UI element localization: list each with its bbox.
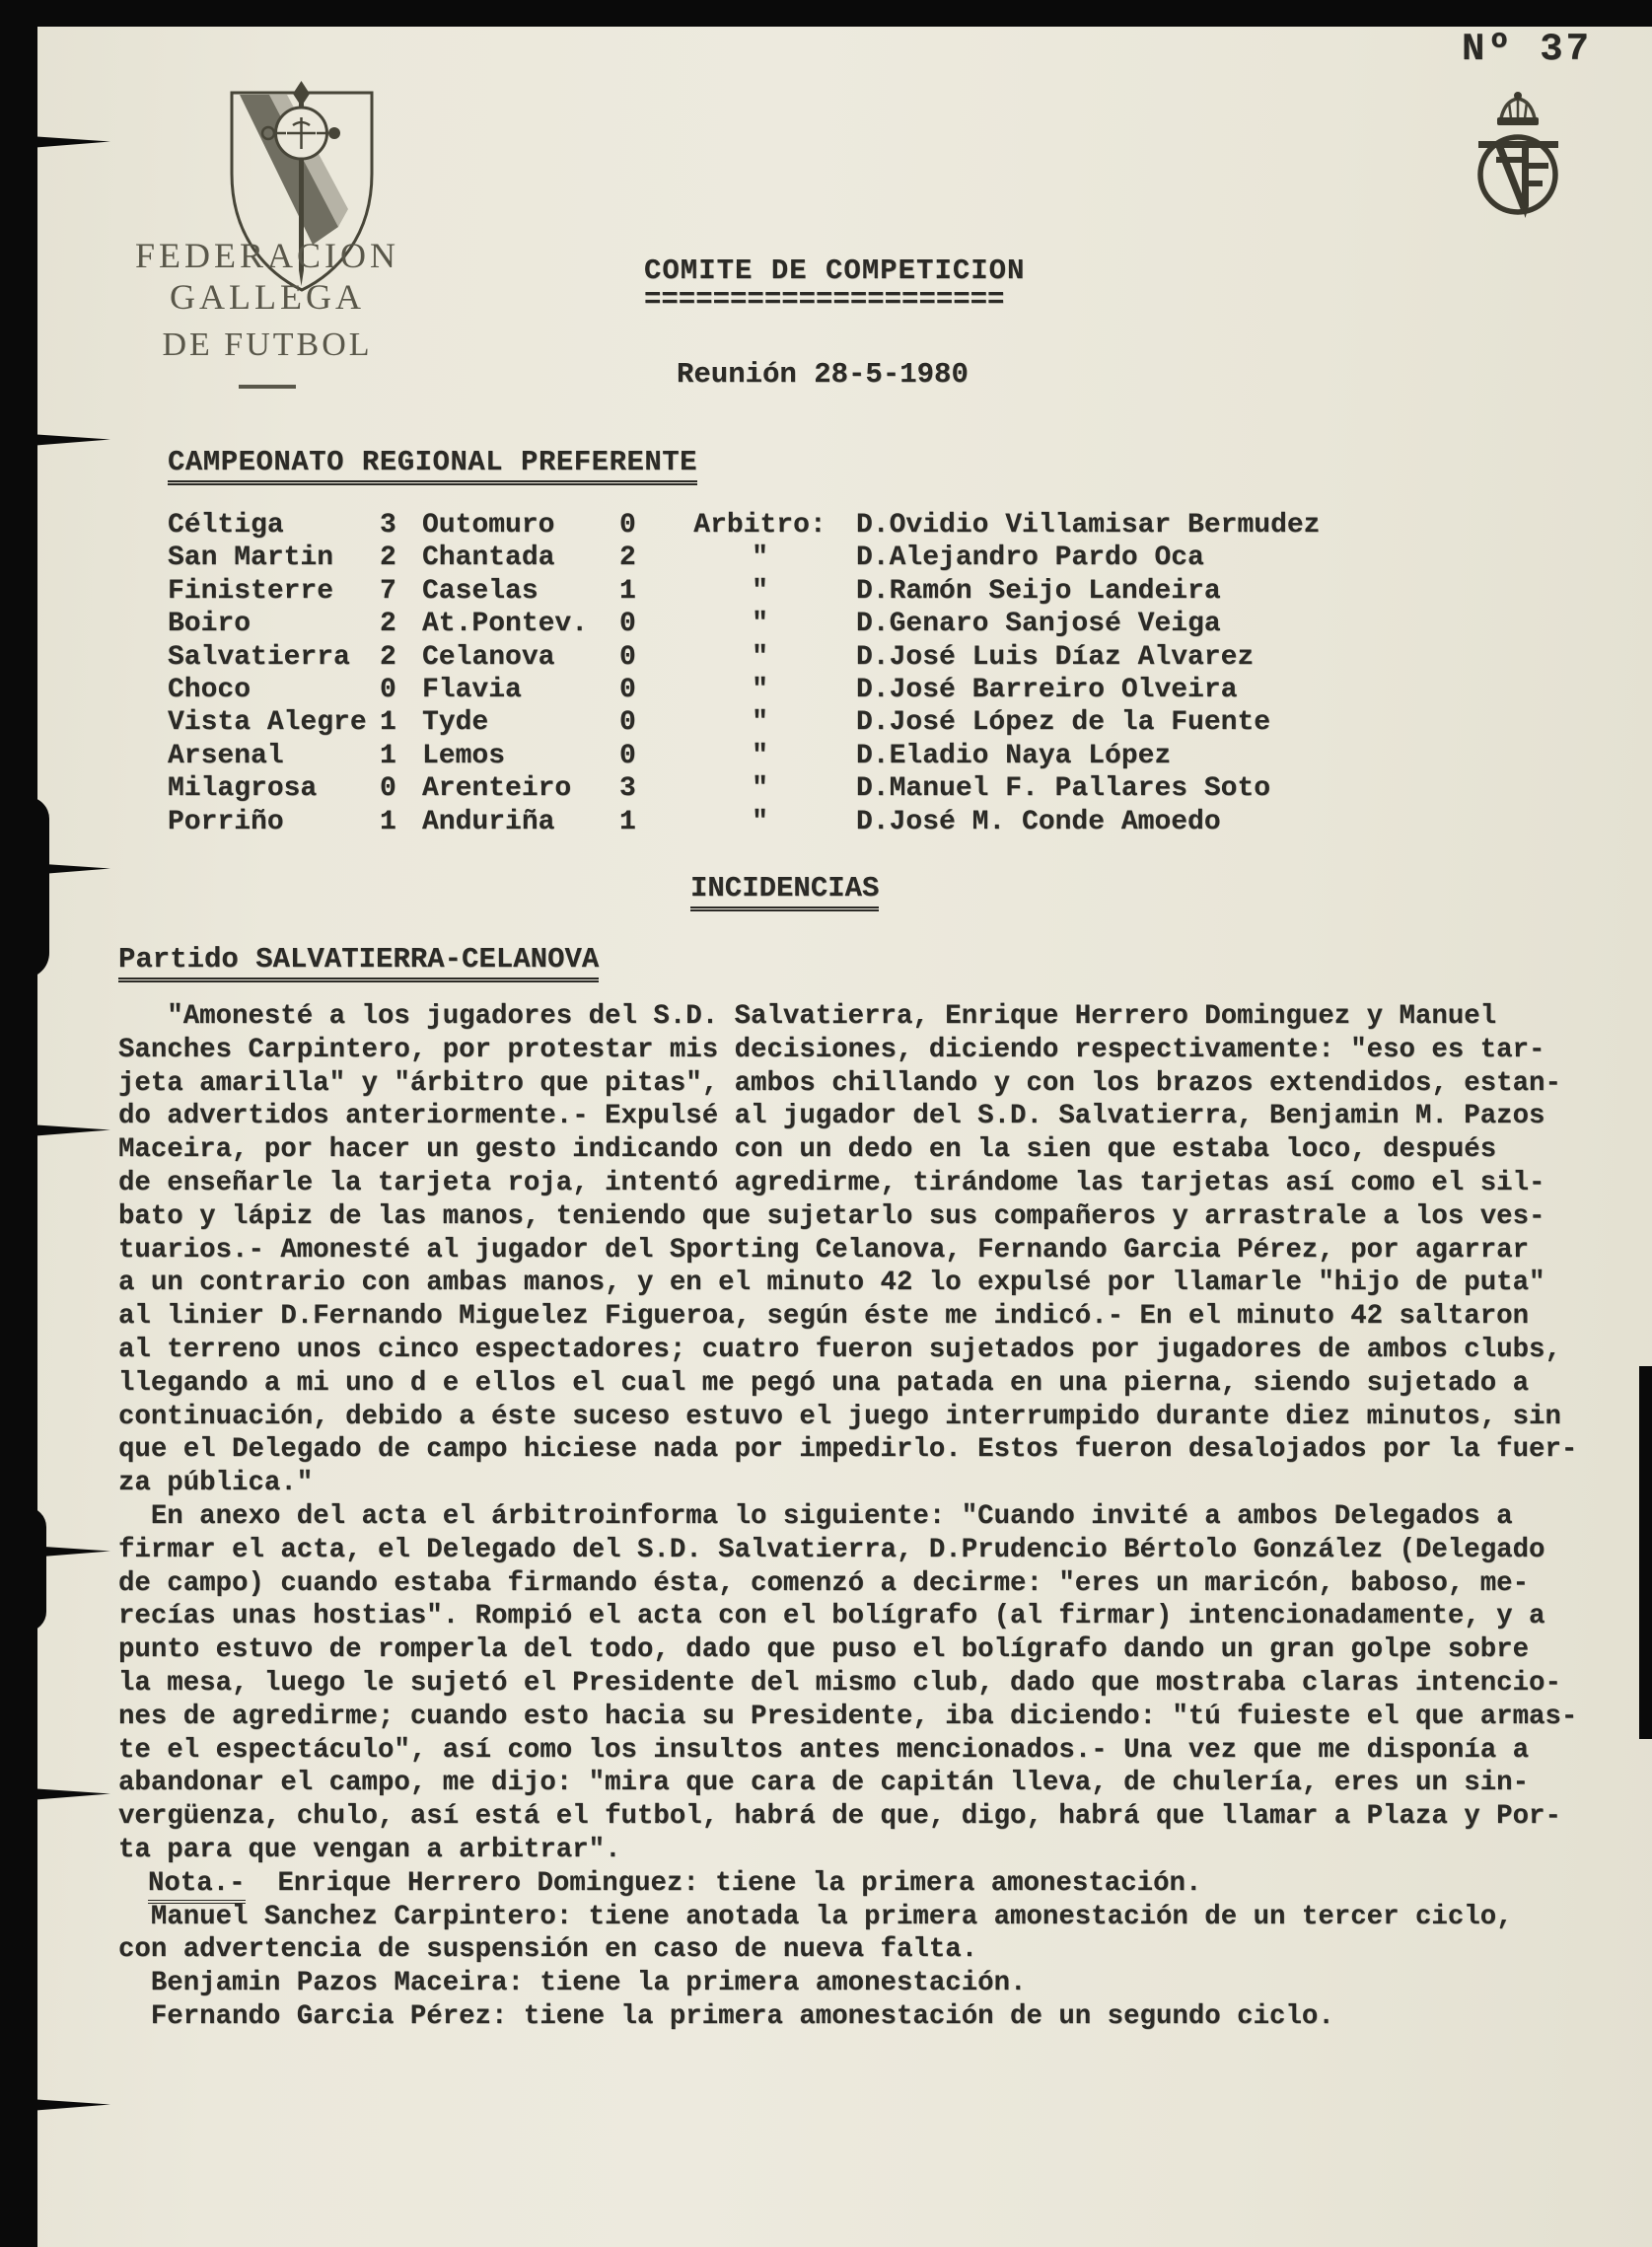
away-team: Lemos: [422, 740, 506, 771]
home-score: 0: [380, 675, 396, 706]
away-team: Outomuro: [422, 510, 555, 541]
document-number: Nº 37: [1462, 28, 1593, 71]
text-line: Benjamin Pazos Maceira: tiene la primera amonestación.: [118, 1968, 1027, 1999]
referee-name: D.Ramón Seijo Landeira: [856, 575, 1221, 607]
text-line: al linier D.Fernando Miguelez Figueroa, según éste me indicó.- En el minuto 42 saltaron: [118, 1301, 1530, 1333]
ditto-mark: ": [752, 575, 768, 607]
home-score: 0: [380, 773, 396, 805]
text-line: bato y lápiz de las manos, teniendo que sujetarlo sus compañeros y arrastrale a los ves-: [118, 1200, 1545, 1232]
text-line: "Amonesté a los jugadores del S.D. Salvatierra, Enrique Herrero Dominguez y Manuel: [118, 1001, 1497, 1032]
text-line: de campo) cuando estaba firmando ésta, comenzó a decirme: "eres un maricón, baboso, me-: [118, 1567, 1530, 1599]
incident-report: [118, 1000, 1627, 2034]
referee-name: D.José Luis Díaz Alvarez: [856, 641, 1255, 673]
away-score: 3: [619, 773, 636, 805]
home-score: 1: [380, 740, 396, 771]
text-line: punto estuvo de romperla del todo, dado que puso el bolígrafo dando un gran golpe sobre: [118, 1634, 1530, 1666]
org-rule: [239, 385, 296, 389]
staple-mark: [30, 1546, 110, 1558]
ditto-mark: ": [752, 675, 768, 706]
scan-blob: [0, 1507, 46, 1631]
scan-edge-right: [1639, 1366, 1652, 1739]
text-line: la mesa, luego le sujetó el Presidente del mismo club, dado que mostraba claras intencio-: [118, 1667, 1561, 1699]
home-team: Arsenal: [168, 740, 284, 771]
away-score: 0: [619, 740, 636, 771]
text-line: firmar el acta, el Delegado del S.D. Salvatierra, D.Prudencio Bértolo González (Delegado: [118, 1534, 1545, 1565]
staple-mark: [30, 2099, 110, 2111]
home-team: Vista Alegre: [168, 707, 367, 739]
org-name-line1: FEDERACION GALLEGA: [134, 236, 399, 317]
away-team: Chantada: [422, 543, 555, 574]
home-score: 1: [380, 707, 396, 739]
away-score: 1: [619, 806, 636, 837]
away-score: 1: [619, 575, 636, 607]
section-title: CAMPEONATO REGIONAL PREFERENTE: [168, 446, 697, 485]
nota-line: [118, 1867, 1627, 1901]
referee-name: D.Ovidio Villamisar Bermudez: [856, 510, 1321, 541]
text-line: za pública.": [118, 1468, 314, 1499]
staple-mark: [30, 1788, 110, 1800]
nota-label: Nota.-: [148, 1868, 246, 1904]
committee-heading: [644, 254, 1025, 316]
meeting-date: Reunión 28-5-1980: [677, 358, 969, 391]
ditto-mark: ": [752, 609, 768, 640]
incidents-title: INCIDENCIAS: [690, 872, 879, 911]
text-line: vergüenza, chulo, así está el futbol, habrá de que, digo, habrá que llamar a Plaza y Por-: [118, 1801, 1561, 1833]
home-team: San Martin: [168, 543, 334, 574]
ditto-mark: ": [752, 740, 768, 771]
text-line: llegando a mi uno d e ellos el cual me pegó una patada en una pierna, siendo sujetado a: [118, 1367, 1530, 1399]
away-score: 2: [619, 543, 636, 574]
referee-name: D.José M. Conde Amoedo: [856, 806, 1221, 837]
text-line: nes de agredirme; cuando esto hacia su Presidente, iba diciendo: "tú fuieste el que armas-: [118, 1701, 1578, 1732]
home-score: 2: [380, 543, 396, 574]
incident-match-heading: Partido SALVATIERRA-CELANOVA: [118, 943, 599, 982]
text-line: recías unas hostias". Rompió el acta con el bolígrafo (al firmar) intencionadamente, y a: [118, 1601, 1545, 1632]
home-team: Boiro: [168, 609, 251, 640]
text-line: Fernando Garcia Pérez: tiene la primera amonestación de un segundo ciclo.: [118, 2000, 1334, 2032]
home-score: 2: [380, 609, 396, 640]
text-line: jeta amarilla" y "árbitro que pitas", ambos chillando y con los brazos extendidos, estan-: [118, 1067, 1561, 1099]
referee-name: D.Manuel F. Pallares Soto: [856, 773, 1271, 805]
org-name-line2: DE FUTBOL: [162, 326, 373, 363]
ditto-mark: ": [752, 773, 768, 805]
text-line: al terreno unos cinco espectadores; cuatro fueron sujetados por jugadores de ambos clubs,: [118, 1334, 1561, 1365]
committee-underline: =====================: [644, 283, 1005, 316]
referee-label: Arbitro:: [693, 510, 826, 541]
text-line: Maceira, por hacer un gesto indicando con un dedo en la sien que estaba loco, después: [118, 1134, 1497, 1166]
text-line: Manuel Sanchez Carpintero: tiene anotada la primera amonestación de un tercer ciclo,: [118, 1901, 1513, 1932]
ditto-mark: ": [752, 543, 768, 574]
home-score: 2: [380, 641, 396, 673]
referee-name: D.Eladio Naya López: [856, 740, 1172, 771]
scan-edge-top: [0, 0, 1652, 27]
home-team: Milagrosa: [168, 773, 318, 805]
text-line: tuarios.- Amonesté al jugador del Sporting Celanova, Fernando Garcia Pérez, por agarrar: [118, 1234, 1530, 1266]
committee-title: COMITE DE COMPETICION: [644, 254, 1026, 287]
staple-mark: [30, 1124, 110, 1136]
referee-name: D.José López de la Fuente: [856, 707, 1271, 739]
home-team: Finisterre: [168, 575, 334, 607]
away-score: 0: [619, 641, 636, 673]
text-line: abandonar el campo, me dijo: "mira que cara de capitán lleva, de chulería, eres un sin-: [118, 1768, 1530, 1799]
referee-name: D.Genaro Sanjosé Veiga: [856, 609, 1221, 640]
text-line: En anexo del acta el árbitroinforma lo siguiente: "Cuando invité a ambos Delegados a: [118, 1500, 1513, 1532]
away-team: Anduriña: [422, 806, 555, 837]
text-line: Sanches Carpintero, por protestar mis decisiones, diciendo respectivamente: "eso es tar-: [118, 1034, 1545, 1065]
away-score: 0: [619, 675, 636, 706]
away-score: 0: [619, 510, 636, 541]
home-team: Céltiga: [168, 510, 284, 541]
away-team: Caselas: [422, 575, 539, 607]
text-line: de enseñarle la tarjeta roja, intentó agredirme, tirándome las tarjetas así como el sil-: [118, 1167, 1545, 1198]
away-team: At.Pontev.: [422, 609, 589, 640]
home-score: 7: [380, 575, 396, 607]
text-line: a un contrario con ambas manos, y en el minuto 42 lo expulsé por llamarle "hijo de puta": [118, 1268, 1545, 1299]
away-team: Celanova: [422, 641, 555, 673]
results-table: [168, 509, 1450, 838]
away-score: 0: [619, 707, 636, 739]
text-line: te el espectáculo", así como los insultos antes mencionados.- Una vez que me disponía a: [118, 1734, 1530, 1766]
referee-name: D.Alejandro Pardo Oca: [856, 543, 1204, 574]
text-line: que el Delegado de campo hiciese nada por impedirlo. Estos fueron desalojados por la fuer-: [118, 1434, 1578, 1466]
away-team: Flavia: [422, 675, 522, 706]
staple-mark: [30, 434, 110, 446]
ditto-mark: ": [752, 806, 768, 837]
staple-mark: [30, 863, 110, 875]
away-team: Arenteiro: [422, 773, 572, 805]
away-team: Tyde: [422, 707, 489, 739]
home-team: Salvatierra: [168, 641, 350, 673]
home-score: 1: [380, 806, 396, 837]
home-team: Choco: [168, 675, 251, 706]
ditto-mark: ": [752, 641, 768, 673]
nota-text: Enrique Herrero Dominguez: tiene la primera amonestación.: [245, 1867, 1202, 1899]
rfef-crest-logo: [1466, 89, 1570, 237]
organization-name: [39, 235, 495, 389]
text-line: do advertidos anteriormente.- Expulsé al jugador del S.D. Salvatierra, Benjamin M. Pazos: [118, 1101, 1545, 1132]
text-line: ta para que vengan a arbitrar".: [118, 1834, 621, 1865]
text-line: con advertencia de suspensión en caso de nueva falta.: [118, 1934, 978, 1966]
home-team: Porriño: [168, 806, 284, 837]
text-line: continuación, debido a éste suceso estuvo el juego interrumpido durante diez minutos, sin: [118, 1401, 1561, 1432]
ditto-mark: ": [752, 707, 768, 739]
away-score: 0: [619, 609, 636, 640]
scan-blob: [0, 797, 49, 979]
home-score: 3: [380, 510, 396, 541]
referee-name: D.José Barreiro Olveira: [856, 675, 1238, 706]
staple-mark: [30, 136, 110, 148]
scan-edge-left: [0, 0, 37, 2247]
